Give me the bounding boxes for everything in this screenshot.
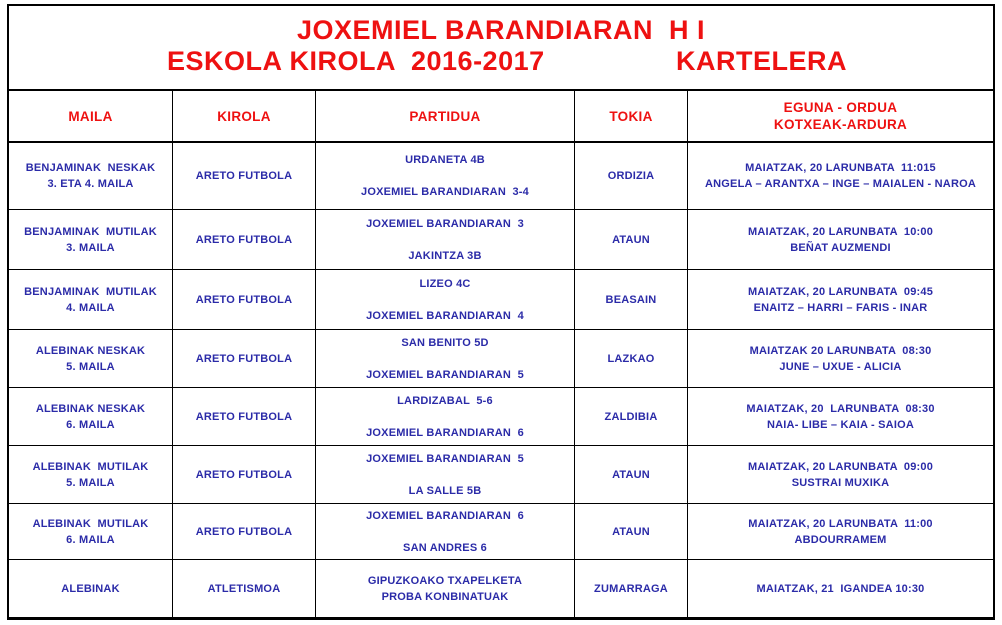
cell-line: BEÑAT AUZMENDI — [790, 241, 891, 254]
cell-line: KOTXEAK-ARDURA — [773, 117, 908, 132]
cell-kirola — [172, 209, 315, 269]
poster-board — [7, 4, 995, 620]
cell-line: 5. MAILA — [66, 476, 115, 489]
cell-line: MAIATZAK, 21 IGANDEA 10:30 — [756, 582, 925, 595]
cell-tokia — [574, 209, 687, 269]
cell-line: JUNE – UXUE - ALICIA — [779, 360, 902, 373]
cell-line: LARDIZABAL 5-6 — [397, 394, 493, 407]
cell-maila — [9, 269, 172, 329]
cell-line: GIPUZKOAKO TXAPELKETA — [367, 574, 523, 587]
cell-line: ALEBINAK MUTILAK — [32, 460, 149, 473]
cell-maila — [9, 559, 172, 617]
cell-line: JOXEMIEL BARANDIARAN 3-4 — [361, 186, 529, 198]
cell-kirola — [172, 503, 315, 559]
cell-partidua — [315, 503, 574, 559]
cell-line: ENAITZ – HARRI – FARIS - INAR — [753, 301, 928, 314]
cell-line: MAIATZAK 20 LARUNBATA 08:30 — [749, 344, 932, 357]
cell-kirola — [172, 559, 315, 617]
cell-line: URDANETA 4B — [405, 154, 485, 166]
cell-tokia — [574, 445, 687, 503]
cell-line: ARETO FUTBOLA — [195, 525, 293, 538]
cell-line: MAIATZAK, 20 LARUNBATA 10:00 — [747, 225, 934, 238]
title-line2 — [9, 45, 993, 77]
cell-eguna — [687, 445, 993, 503]
cell-line: SAN BENITO 5D — [401, 336, 489, 349]
cell-line: JOXEMIEL BARANDIARAN 5 — [366, 368, 524, 381]
cell-maila — [9, 143, 172, 209]
cell-line: ATAUN — [612, 525, 650, 538]
cell-tokia — [574, 269, 687, 329]
cell-line: BENJAMINAK MUTILAK — [24, 285, 157, 298]
cell-line: JAKINTZA 3B — [408, 249, 482, 262]
cell-tokia — [574, 559, 687, 617]
cell-eguna — [687, 143, 993, 209]
cell-line: LA SALLE 5B — [408, 484, 482, 497]
cell-eguna — [687, 387, 993, 445]
cell-line: ARETO FUTBOLA — [195, 468, 293, 481]
cell-line: 3. MAILA — [66, 241, 115, 254]
cell-line: ZALDIBIA — [604, 410, 658, 423]
cell-partidua — [315, 329, 574, 387]
cell-line: ALEBINAK NESKAK — [35, 402, 146, 415]
cell-line: LIZEO 4C — [419, 277, 471, 290]
cell-line: ALEBINAK — [61, 582, 120, 595]
cell-line: ARETO FUTBOLA — [195, 293, 293, 306]
cell-tokia — [574, 503, 687, 559]
cell-tokia — [574, 387, 687, 445]
cell-line: ARETO FUTBOLA — [195, 410, 293, 423]
header-kirola — [172, 91, 315, 143]
cell-maila — [9, 445, 172, 503]
cell-line: MAILA — [68, 108, 113, 124]
cell-kirola — [172, 387, 315, 445]
header-maila — [9, 91, 172, 143]
cell-kirola — [172, 269, 315, 329]
cell-maila — [9, 387, 172, 445]
cell-partidua — [315, 269, 574, 329]
cell-line: SUSTRAI MUXIKA — [791, 476, 890, 489]
header-tokia — [574, 91, 687, 143]
cell-line: ATAUN — [612, 233, 650, 246]
cell-kirola — [172, 143, 315, 209]
cell-line: MAIATZAK, 20 LARUNBATA 09:00 — [747, 460, 934, 473]
cell-line: ARETO FUTBOLA — [195, 170, 293, 182]
cell-line: EGUNA - ORDUA — [783, 100, 898, 115]
cell-line: MAIATZAK, 20 LARUNBATA 11:00 — [748, 517, 933, 530]
header-partidua — [315, 91, 574, 143]
cell-maila — [9, 503, 172, 559]
poster-title — [9, 6, 993, 91]
cell-partidua — [315, 445, 574, 503]
cell-line: TOKIA — [609, 108, 653, 124]
cell-line: ARETO FUTBOLA — [195, 352, 293, 365]
cell-line: ABDOURRAMEM — [794, 533, 887, 546]
cell-partidua — [315, 559, 574, 617]
cell-line: MAIATZAK, 20 LARUNBATA 08:30 — [746, 402, 935, 415]
cell-line: ALEBINAK MUTILAK — [32, 517, 149, 530]
cell-line: ALEBINAK NESKAK — [35, 344, 146, 357]
cell-tokia — [574, 143, 687, 209]
cell-line: ATAUN — [612, 468, 650, 481]
cell-line: JOXEMIEL BARANDIARAN 6 — [366, 426, 524, 439]
cell-line: MAIATZAK, 20 LARUNBATA 09:45 — [747, 285, 934, 298]
cell-eguna — [687, 209, 993, 269]
cell-line: 4. MAILA — [66, 301, 115, 314]
cell-partidua — [315, 143, 574, 209]
cell-line: ZUMARRAGA — [594, 582, 668, 595]
cell-line: ORDIZIA — [607, 170, 655, 182]
cell-line: JOXEMIEL BARANDIARAN 6 — [366, 509, 524, 522]
cell-line: PROBA KONBINATUAK — [381, 590, 509, 603]
cell-line: BENJAMINAK NESKAK — [25, 162, 156, 174]
cell-kirola — [172, 445, 315, 503]
cell-line: LAZKAO — [607, 352, 655, 365]
cell-partidua — [315, 209, 574, 269]
cell-line: SAN ANDRES 6 — [403, 541, 487, 554]
cell-line: BENJAMINAK MUTILAK — [24, 225, 157, 238]
cell-eguna — [687, 559, 993, 617]
cell-tokia — [574, 329, 687, 387]
schedule-table — [9, 91, 993, 617]
cell-line: 5. MAILA — [66, 360, 115, 373]
cell-eguna — [687, 503, 993, 559]
cell-line: 6. MAILA — [66, 533, 115, 546]
title-line1: JOXEMIEL BARANDIARAN H I — [296, 15, 706, 45]
title-kartelera: KARTELERA — [676, 46, 847, 76]
cell-line: NAIA- LIBE – KAIA - SAIOA — [767, 418, 914, 431]
header-eguna — [687, 91, 993, 143]
cell-line: ATLETISMOA — [207, 582, 281, 595]
cell-line: JOXEMIEL BARANDIARAN 5 — [366, 452, 524, 465]
cell-eguna — [687, 329, 993, 387]
cell-line: MAIATZAK, 20 LARUNBATA 11:015 — [745, 162, 936, 174]
cell-line: ANGELA – ARANTXA – INGE – MAIALEN - NAROA — [705, 178, 976, 190]
cell-line: ARETO FUTBOLA — [195, 233, 293, 246]
cell-line: JOXEMIEL BARANDIARAN 3 — [366, 217, 524, 230]
cell-line: 3. ETA 4. MAILA — [47, 178, 134, 190]
cell-partidua — [315, 387, 574, 445]
cell-kirola — [172, 329, 315, 387]
cell-line: BEASAIN — [605, 293, 657, 306]
cell-eguna — [687, 269, 993, 329]
cell-line: JOXEMIEL BARANDIARAN 4 — [366, 309, 524, 322]
cell-maila — [9, 209, 172, 269]
cell-line: 6. MAILA — [66, 418, 115, 431]
cell-line: PARTIDUA — [409, 108, 481, 124]
cell-maila — [9, 329, 172, 387]
title-season: ESKOLA KIROLA 2016-2017 — [167, 46, 545, 76]
cell-line: KIROLA — [217, 108, 271, 124]
